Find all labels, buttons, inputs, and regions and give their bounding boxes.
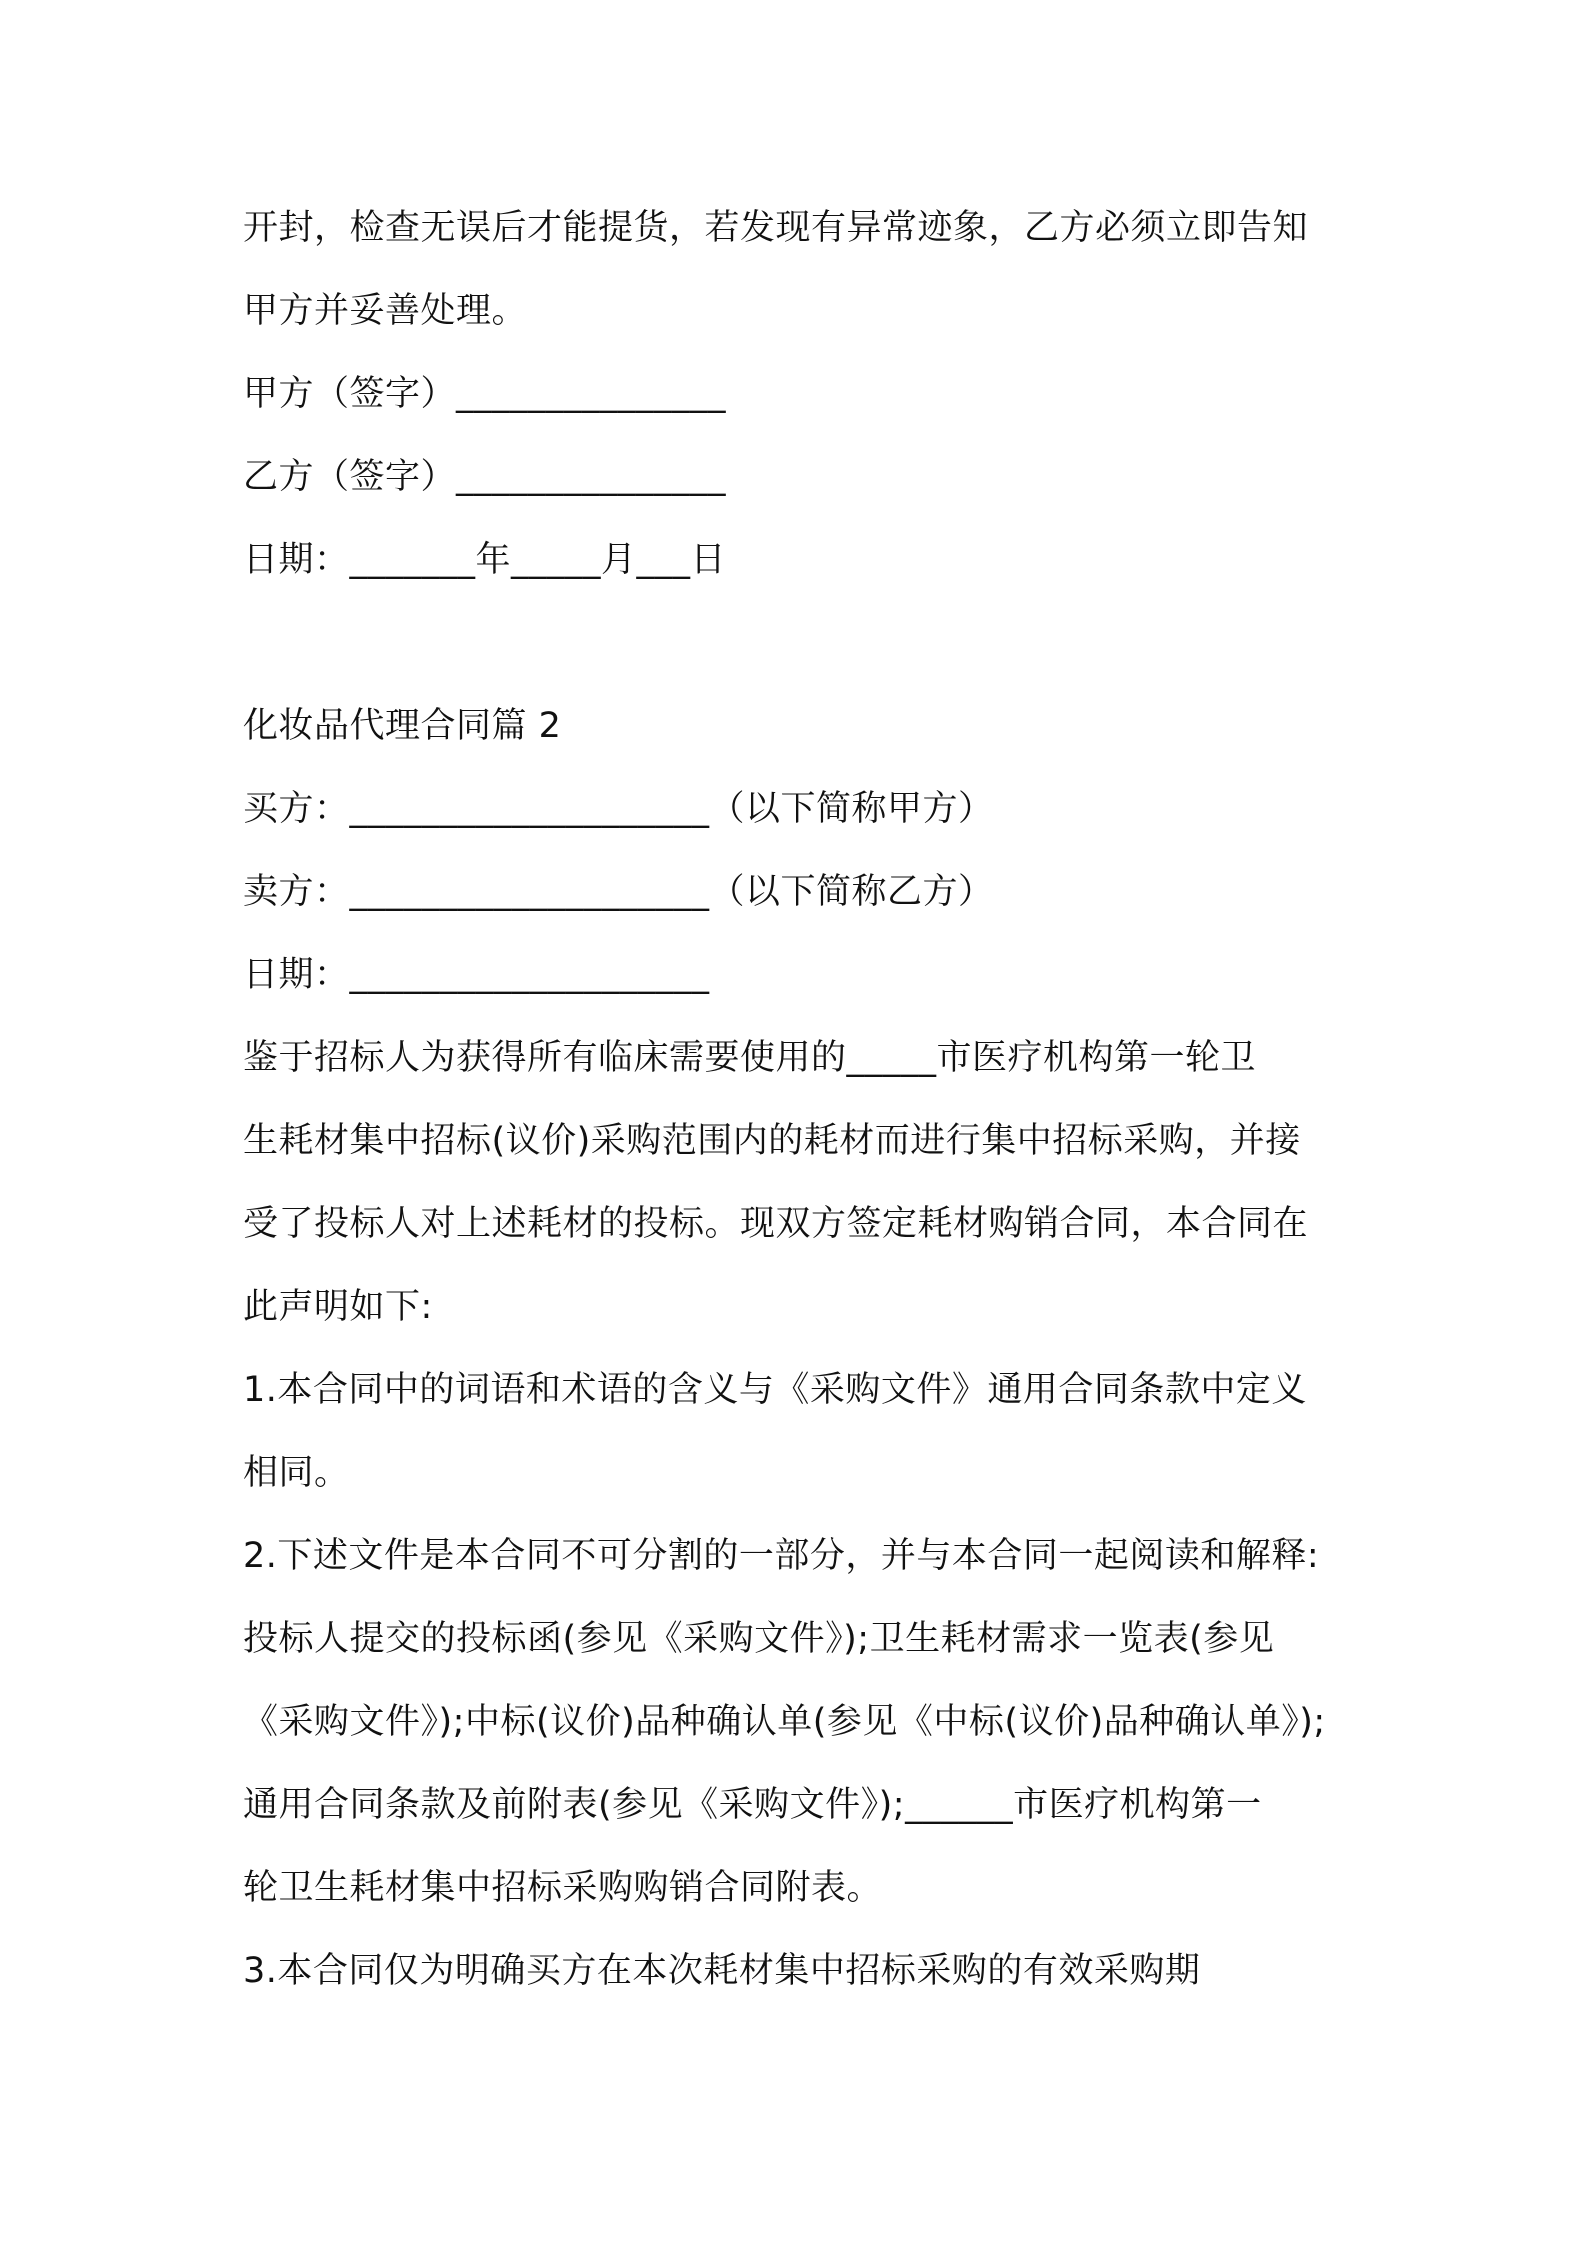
paragraph-line: 鉴于招标人为获得所有临床需要使用的_____市医疗机构第一轮卫 xyxy=(243,1038,1257,1078)
paragraph-line: 开封，检查无误后才能提货，若发现有异常迹象，乙方必须立即告知 xyxy=(243,208,1309,248)
signature-line-party-a: 甲方（签字）_______________ xyxy=(243,374,727,414)
date-line: 日期：_______年_____月___日 xyxy=(243,540,727,580)
buyer-line: 买方：____________________（以下简称甲方） xyxy=(243,789,994,829)
clause-2-line: 《采购文件》);中标(议价)品种确认单(参见《中标(议价)品种确认单》); xyxy=(243,1702,1326,1742)
clause-1-line: 1.本合同中的词语和术语的含义与《采购文件》通用合同条款中定义 xyxy=(243,1370,1307,1410)
clause-2-line: 轮卫生耗材集中招标采购购销合同附表。 xyxy=(243,1868,883,1908)
seller-line: 卖方：____________________（以下简称乙方） xyxy=(243,872,994,912)
clause-2-line: 2.下述文件是本合同不可分割的一部分，并与本合同一起阅读和解释: xyxy=(243,1536,1320,1576)
paragraph-line: 生耗材集中招标(议价)采购范围内的耗材而进行集中招标采购，并接 xyxy=(243,1121,1301,1161)
clause-2-line: 通用合同条款及前附表(参见《采购文件》);______市医疗机构第一 xyxy=(243,1785,1262,1825)
clause-3-line: 3.本合同仅为明确买方在本次耗材集中招标采购的有效采购期 xyxy=(243,1951,1201,1991)
paragraph-line: 受了投标人对上述耗材的投标。现双方签定耗材购销合同，本合同在 xyxy=(243,1204,1309,1244)
contract-date-line: 日期：____________________ xyxy=(243,955,710,995)
paragraph-line: 甲方并妥善处理。 xyxy=(243,291,528,331)
section-title: 化妆品代理合同篇 2 xyxy=(243,706,562,746)
clause-1-line: 相同。 xyxy=(243,1453,350,1493)
clause-2-line: 投标人提交的投标函(参见《采购文件》);卫生耗材需求一览表(参见 xyxy=(243,1619,1275,1659)
paragraph-line: 此声明如下: xyxy=(243,1287,433,1327)
signature-line-party-b: 乙方（签字）_______________ xyxy=(243,457,727,497)
